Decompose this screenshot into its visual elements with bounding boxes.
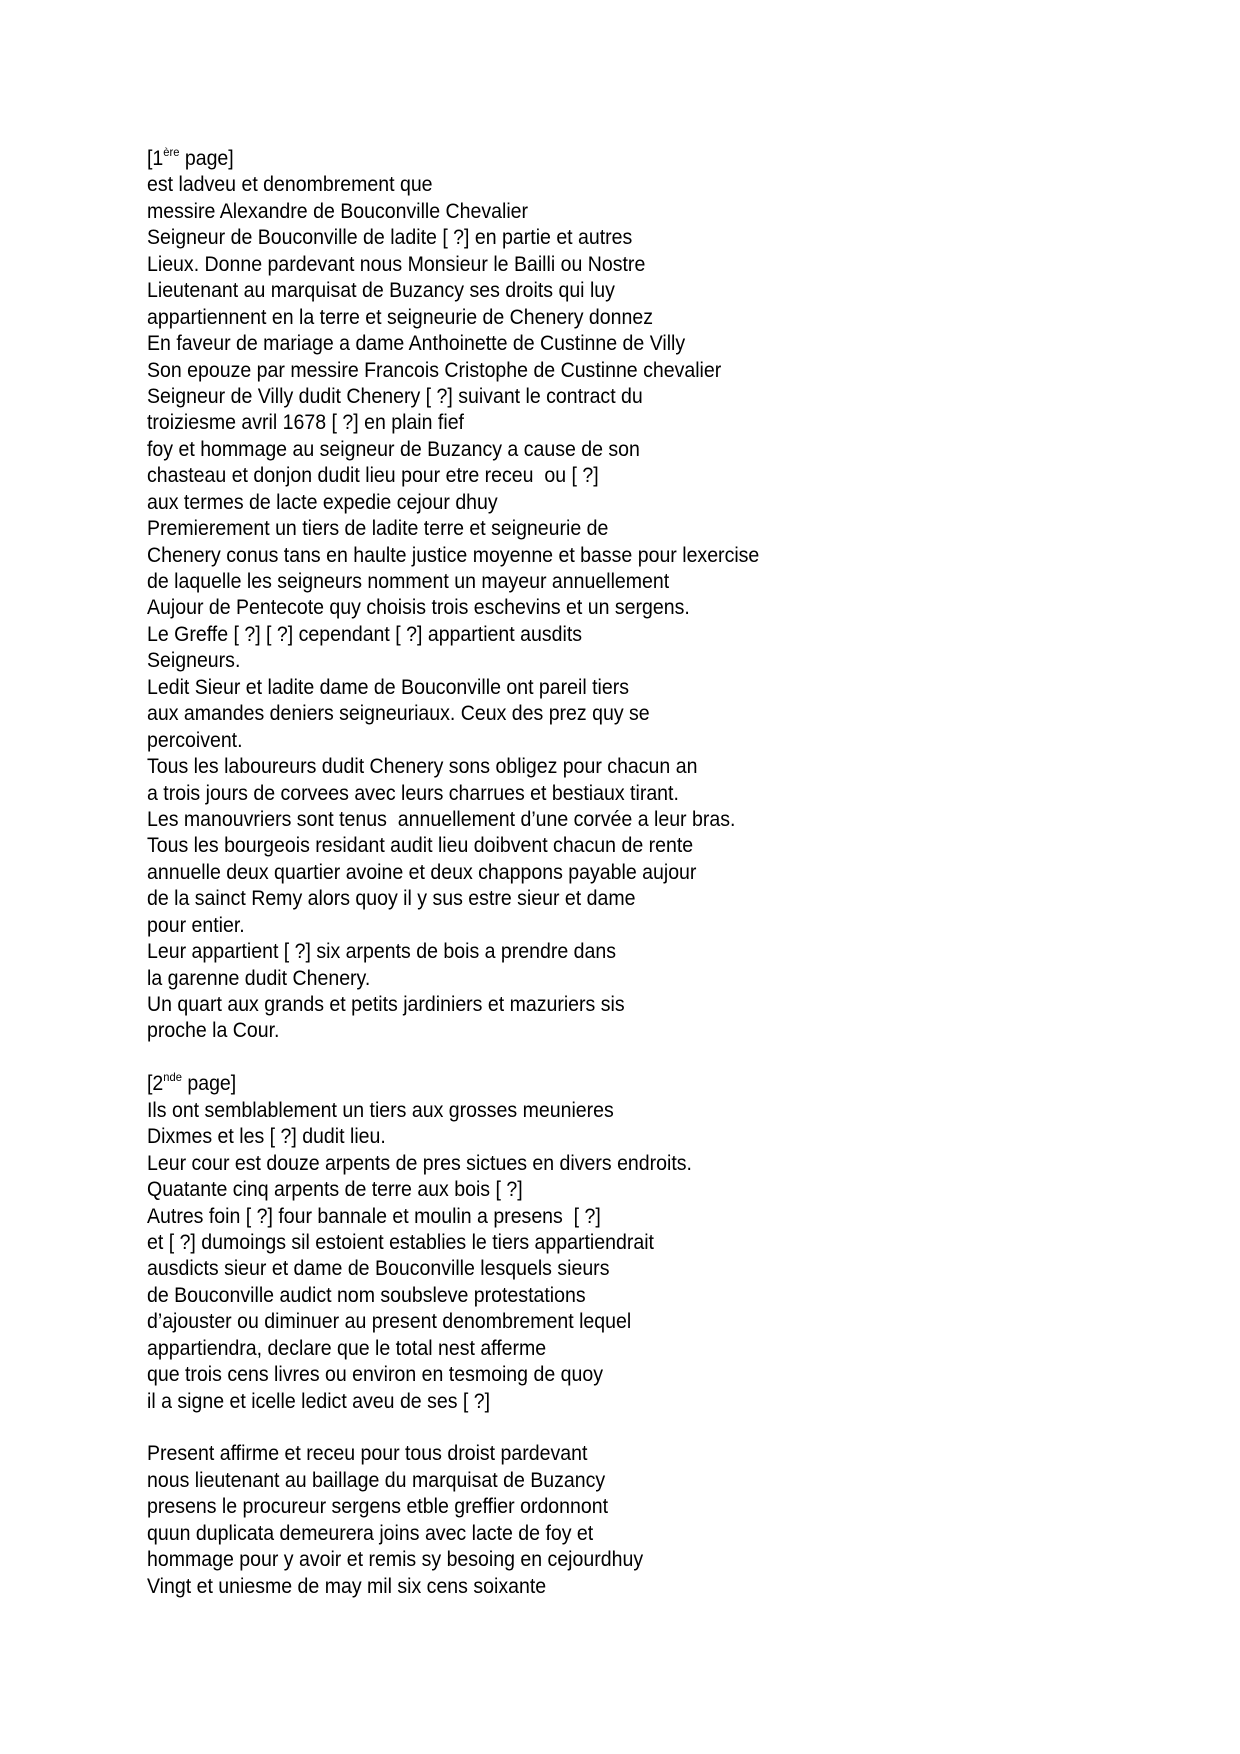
text-line: presens le procureur sergens etble greffier ordonnont — [147, 1495, 609, 1519]
text-line: la garenne dudit Chenery. — [147, 966, 371, 990]
text-line: hommage pour y avoir et remis sy besoing en cejourdhuy — [147, 1548, 644, 1572]
text-line: Quatante cinq arpents de terre aux bois [ ?] — [147, 1178, 523, 1202]
text-line: Leur appartient [ ?] six arpents de bois a prendre dans — [147, 940, 617, 964]
text-line: Leur cour est douze arpents de pres sictues en divers endroits. — [147, 1151, 692, 1175]
document-page — [147, 146, 1077, 1600]
text-line: a trois jours de corvees avec leurs charrues et bestiaux tirant. — [147, 781, 679, 805]
text-line: Seigneurs. — [147, 649, 241, 673]
blank-line — [147, 1045, 1077, 1071]
text-line: Seigneur de Villy dudit Chenery [ ?] suivant le contract du — [147, 384, 643, 408]
text-line: Ledit Sieur et ladite dame de Bouconville ont pareil tiers — [147, 675, 630, 699]
text-line: messire Alexandre de Bouconville Chevalier — [147, 199, 529, 223]
text-line: proche la Cour. — [147, 1019, 280, 1043]
text-line: aux amandes deniers seigneuriaux. Ceux des prez quy se — [147, 702, 650, 726]
text-line: que trois cens livres ou environ en tesmoing de quoy — [147, 1363, 603, 1387]
page-2-header-superscript: nde — [163, 1070, 182, 1085]
blank-line — [147, 1415, 1077, 1441]
page-1-text — [147, 172, 1077, 1044]
text-line: Dixmes et les [ ?] dudit lieu. — [147, 1125, 386, 1149]
text-line: Seigneur de Bouconville de ladite [ ?] en partie et autres — [147, 226, 633, 250]
text-line: Son epouze par messire Francois Cristophe de Custinne chevalier — [147, 358, 722, 382]
text-line: ausdicts sieur et dame de Bouconville lesquels sieurs — [147, 1257, 610, 1281]
text-line: est ladveu et denombrement que — [147, 173, 433, 197]
text-line: Chenery conus tans en haulte justice moyenne et basse pour lexercise — [147, 543, 760, 567]
text-line: aux termes de lacte expedie cejour dhuy — [147, 490, 498, 514]
text-line: appartiennent en la terre et seigneurie de Chenery donnez — [147, 305, 653, 329]
page-2-header-number: [2 — [147, 1072, 164, 1096]
text-line: chasteau et donjon dudit lieu pour etre receu ou [ ?] — [147, 464, 599, 488]
text-line: Un quart aux grands et petits jardiniers et mazuriers sis — [147, 993, 625, 1016]
text-line: Lieutenant au marquisat de Buzancy ses droits qui luy — [147, 279, 615, 303]
text-line: Les manouvriers sont tenus annuellement d’une corvée a leur bras. — [147, 807, 736, 831]
text-line: troiziesme avril 1678 [ ?] en plain fief — [147, 411, 464, 435]
text-line: de laquelle les seigneurs nomment un mayeur annuellement — [147, 570, 670, 593]
text-line: de Bouconville audict nom soubsleve protestations — [147, 1283, 586, 1307]
page-1-header — [147, 146, 1077, 172]
page-2-header — [147, 1071, 1077, 1097]
text-line: annuelle deux quartier avoine et deux chappons payable aujour — [147, 860, 697, 884]
text-line: d’ajouster ou diminuer au present denombrement lequel — [147, 1310, 632, 1334]
text-line: de la sainct Remy alors quoy il y sus estre sieur et dame — [147, 887, 636, 911]
page-2-text — [147, 1098, 1077, 1415]
text-line: appartiendra, declare que le total nest afferme — [147, 1336, 547, 1360]
page-2-header-label: page] — [181, 1072, 237, 1096]
text-line: Vingt et uniesme de may mil six cens soixante — [147, 1574, 547, 1598]
text-line: nous lieutenant au baillage du marquisat de Buzancy — [147, 1468, 606, 1492]
text-line: percoivent. — [147, 728, 243, 752]
text-line: et [ ?] dumoings sil estoient establies le tiers appartiendrait — [147, 1230, 654, 1254]
text-line: En faveur de mariage a dame Anthoinette de Custinne de Villy — [147, 332, 686, 356]
page-1-header-superscript: ère — [163, 145, 180, 159]
text-line: Premierement un tiers de ladite terre et seigneurie de — [147, 517, 609, 541]
text-line: pour entier. — [147, 913, 245, 937]
text-line: Tous les laboureurs dudit Chenery sons obligez pour chacun an — [147, 755, 698, 779]
text-line: foy et hommage au seigneur de Buzancy a cause de son — [147, 437, 640, 461]
text-line: Lieux. Donne pardevant nous Monsieur le Bailli ou Nostre — [147, 252, 646, 276]
text-line: quun duplicata demeurera joins avec lacte de foy et — [147, 1521, 594, 1545]
text-line: Aujour de Pentecote quy choisis trois eschevins et un sergens. — [147, 596, 690, 620]
page-1-header-label: page] — [179, 147, 234, 170]
text-line: Present affirme et receu pour tous droist pardevant — [147, 1442, 588, 1466]
page-1-header-number: [1 — [147, 147, 164, 170]
text-line: Autres foin [ ?] four bannale et moulin a presens [ ?] — [147, 1204, 601, 1228]
text-line: Ils ont semblablement un tiers aux grosses meunieres — [147, 1098, 614, 1122]
text-line: Le Greffe [ ?] [ ?] cependant [ ?] appartient ausdits — [147, 622, 583, 646]
attestation-text — [147, 1441, 1077, 1600]
text-line: Tous les bourgeois residant audit lieu doibvent chacun de rente — [147, 834, 694, 858]
text-line: il a signe et icelle ledict aveu de ses [ ?] — [147, 1389, 491, 1413]
